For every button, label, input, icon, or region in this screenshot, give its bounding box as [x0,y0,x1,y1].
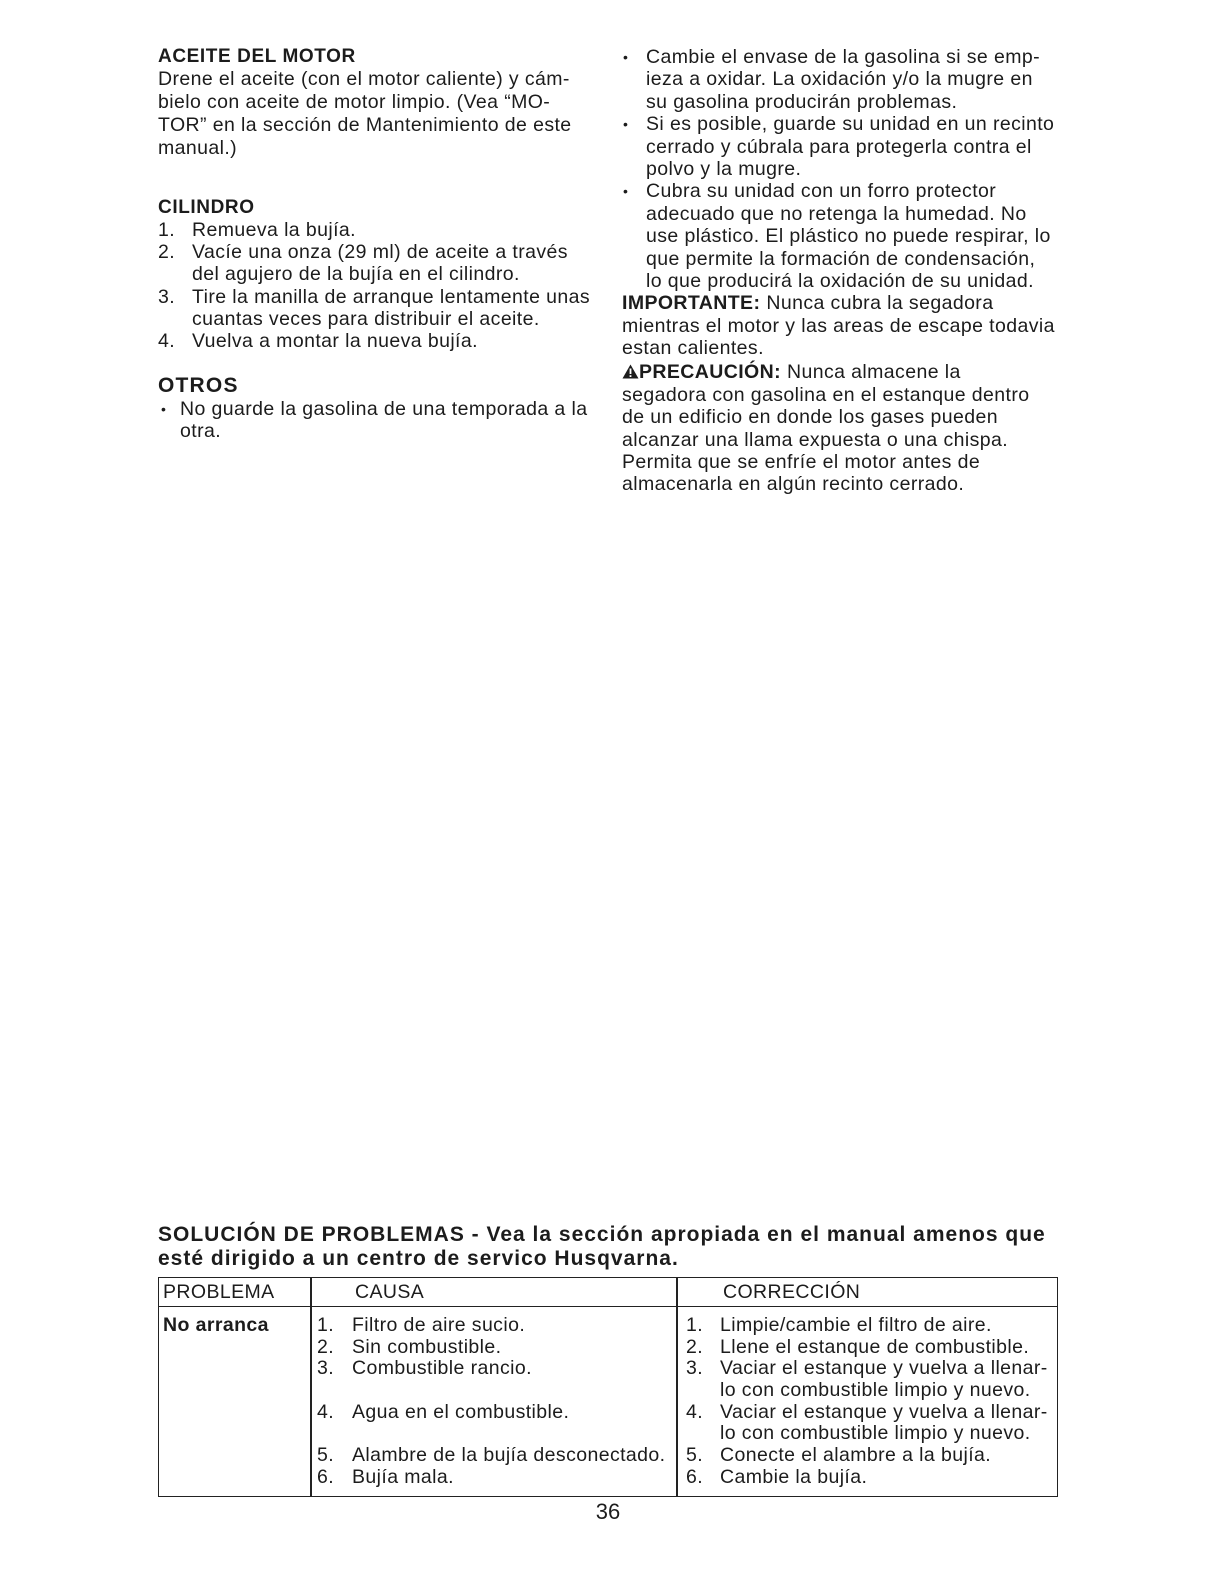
paragraph-line: bielo con aceite de motor limpio. (Vea “MO- [158,91,551,113]
page-number: 36 [595,1499,621,1524]
cause-cell [310,1402,676,1445]
bullet-line: cerrado y cúbrala para protegerla contra el [646,135,1032,158]
step-text [192,286,590,331]
cylinder-steps-list [158,219,590,353]
cause-cell [310,1467,676,1489]
correction-line: Vaciar el estanque y vuelva a llenar- [720,1400,1048,1423]
troubleshooting-table [158,1277,1058,1497]
step-text [192,219,356,241]
cause-text: Agua en el combustible. [352,1400,570,1423]
cause-number: 1. [317,1314,335,1336]
step-text [192,241,568,286]
paragraph-line: manual.) [158,137,238,159]
step-line: Vacíe una onza (29 ml) de aceite a través [192,240,568,263]
bullet-text [646,113,1054,180]
step-item [158,241,590,286]
cause-number: 6. [317,1465,335,1488]
caution-line: Nunca almacene la [787,361,961,384]
table-body [159,1307,1057,1496]
bullet-text [646,180,1051,292]
column-divider [310,1278,312,1496]
correction-line: Cambie la bujía. [720,1465,868,1488]
step-item [158,330,590,352]
warning-icon [622,362,639,377]
bullet-text [180,398,587,443]
correction-number: 3. [686,1357,704,1380]
correction-text [720,1358,1048,1401]
bullet-item [158,398,587,443]
correction-number: 5. [686,1444,704,1467]
correction-text [720,1402,1048,1445]
bullet-marker [158,398,180,420]
bullet-line: que permite la formación de condensación, [646,247,1036,270]
step-line: Remueva la bujía. [192,218,356,241]
others-bullet-list [158,398,587,443]
bullet-item [620,113,1055,180]
cause-text: Bujía mala. [352,1465,454,1488]
caution-note [620,361,1055,495]
correction-number: 2. [686,1335,704,1358]
correction-text [720,1315,992,1337]
bullet-line: polvo y la mugre. [646,157,802,180]
correction-cell [676,1402,1056,1445]
step-line: Vuelva a montar la nueva bujía. [192,330,478,353]
cylinder-heading: CILINDRO [158,196,255,218]
troubleshooting-title-line: SOLUCIÓN DE PROBLEMAS - Vea la sección apropiada en el manual amenos que [158,1223,1046,1246]
troubleshooting-title-line: esté dirigido a un centro de servico Husqvarna. [158,1247,679,1270]
step-text [192,330,478,352]
correction-line: Limpie/cambie el filtro de aire. [720,1314,992,1336]
caution-line: de un edificio en donde los gases pueden [622,406,998,429]
cause-text: Filtro de aire sucio. [352,1314,526,1336]
correction-line: lo con combustible limpio y nuevo. [720,1422,1031,1445]
cause-number: 4. [317,1400,335,1423]
cause-cell [310,1337,676,1359]
table-header-row [159,1278,1057,1307]
bullet-line: Cambie el envase de la gasolina si se emp- [646,46,1041,68]
correction-number: 6. [686,1465,704,1488]
correction-line: Vaciar el estanque y vuelva a llenar- [720,1357,1048,1380]
troubleshooting-title [158,1223,1046,1271]
correction-text [720,1445,991,1467]
correction-text [720,1467,867,1489]
bullet-marker [620,180,646,202]
motor-oil-paragraph [158,68,572,160]
step-line: cuantas veces para distribuir el aceite. [192,308,540,331]
problem-cell: No arranca [163,1314,269,1336]
bullet-line: use plástico. El plástico no puede respirar, lo [646,225,1051,248]
important-first-line [622,292,1055,314]
caution-label: PRECAUCIÓN: [639,361,781,384]
important-line: Nunca cubra la segadora [766,292,994,315]
storage-bullet-list [620,46,1055,292]
bullet-line: otra. [180,420,222,443]
correction-line: Conecte el alambre a la bujía. [720,1444,992,1467]
others-heading: OTROS [158,374,239,397]
cause-text: Sin combustible. [352,1335,502,1358]
important-line: estan calientes. [622,337,764,360]
bullet-line: Si es posible, guarde su unidad en un recinto [646,113,1055,136]
step-number: 1. [158,218,176,241]
correction-cell [676,1467,1056,1489]
step-line: del agujero de la bujía en el cilindro. [192,263,520,286]
bullet-line: lo que producirá la oxidación de su unidad. [646,269,1034,292]
bullet-line: ieza a oxidar. La oxidación y/o la mugre en [646,68,1033,91]
correction-cell [676,1315,1056,1337]
cause-number: 5. [317,1444,335,1467]
bullet-marker [620,113,646,135]
correction-line: lo con combustible limpio y nuevo. [720,1379,1031,1402]
step-number: 2. [158,240,176,263]
storage-notes-section [620,46,1055,496]
correction-cell [676,1445,1056,1467]
step-number: 3. [158,285,176,308]
correction-line: Llene el estanque de combustible. [720,1335,1030,1358]
correction-number: 1. [686,1314,704,1336]
important-line: mientras el motor y las areas de escape todavia [622,314,1055,337]
bullet-line: adecuado que no retenga la humedad. No [646,202,1027,225]
caution-line: Permita que se enfríe el motor antes de [622,451,981,474]
motor-oil-heading: ACEITE DEL MOTOR [158,46,356,67]
caution-line: alcanzar una llama expuesta o una chispa. [622,428,1009,451]
correction-cell [676,1358,1056,1401]
bullet-line: Cubra su unidad con un forro protector [646,180,997,203]
others-section [158,374,587,443]
cause-cell [310,1445,676,1467]
bullet-text [646,46,1040,113]
column-divider [676,1278,678,1496]
column-header-problem: PROBLEMA [163,1281,275,1303]
important-label: IMPORTANTE: [622,292,761,315]
cause-number: 2. [317,1335,335,1358]
paragraph-line: Drene el aceite (con el motor caliente) y cám- [158,68,570,90]
paragraph-line: TOR” en la sección de Mantenimiento de este [158,114,572,136]
cause-cell [310,1315,676,1337]
step-number: 4. [158,330,176,353]
cause-text: Combustible rancio. [352,1357,532,1380]
caution-line: segadora con gasolina en el estanque dentro [622,383,1030,406]
correction-number: 4. [686,1400,704,1423]
column-header-correction: CORRECCIÓN [723,1281,861,1303]
column-header-cause: CAUSA [355,1281,425,1303]
correction-text [720,1337,1029,1359]
cause-text: Alambre de la bujía desconectado. [352,1444,666,1467]
bullet-item [620,46,1055,113]
bullet-item [620,180,1055,292]
step-line: Tire la manilla de arranque lentamente unas [192,285,591,308]
bullet-line: su gasolina producirán problemas. [646,90,958,113]
bullet-line: No guarde la gasolina de una temporada a la [180,398,588,420]
cylinder-section [158,196,590,353]
caution-line: almacenarla en algún recinto cerrado. [622,473,965,496]
bullet-marker [620,46,646,68]
warning-triangle-graphic [622,364,639,379]
motor-oil-section [158,45,572,160]
step-item [158,219,590,241]
cause-cell [310,1358,676,1401]
correction-cell [676,1337,1056,1359]
step-item [158,286,590,331]
caution-first-line [622,361,1055,383]
cause-number: 3. [317,1357,335,1380]
important-note [620,292,1055,359]
